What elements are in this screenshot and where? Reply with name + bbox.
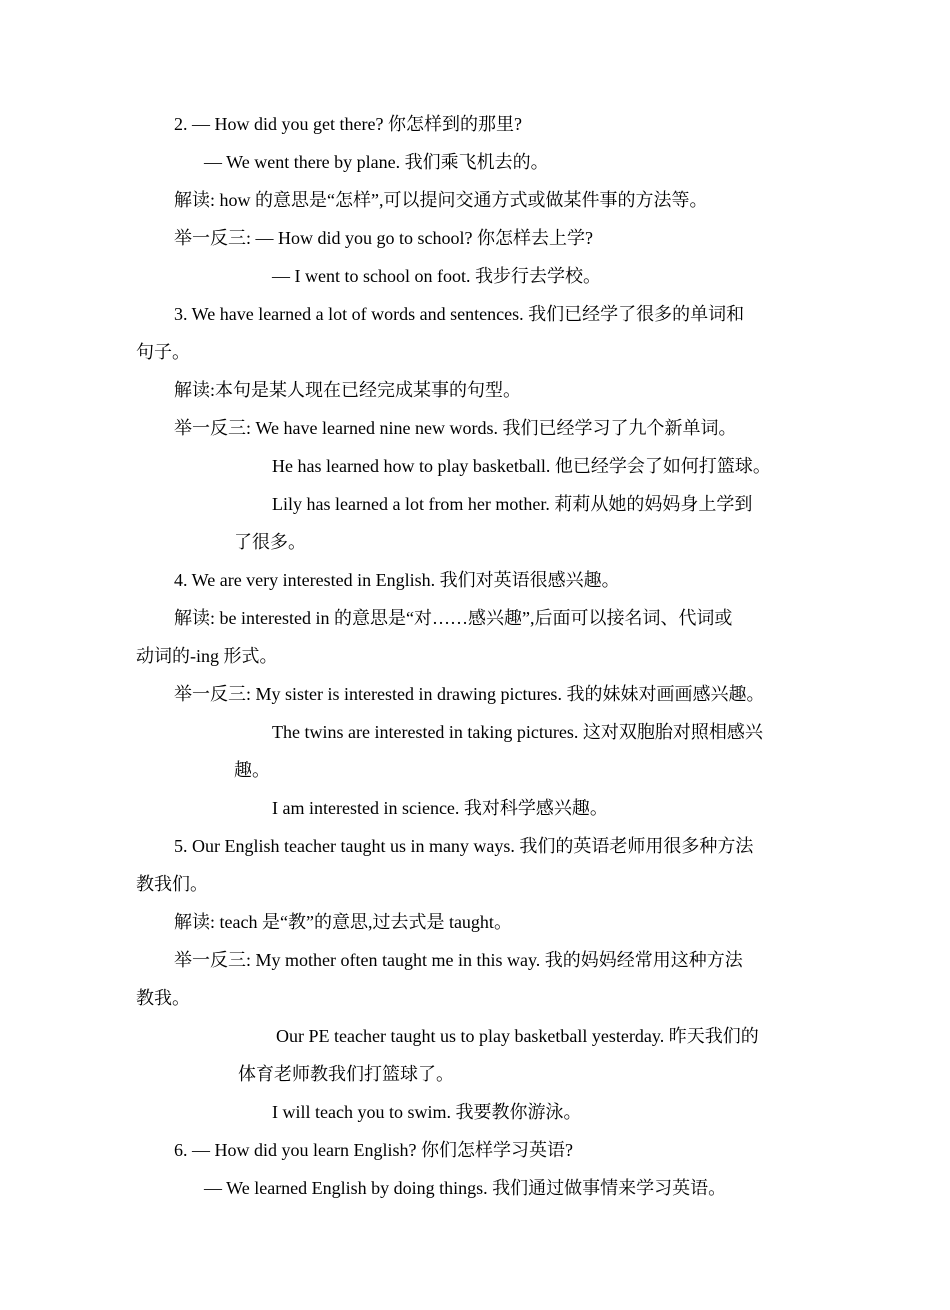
example-3-practice-2: He has learned how to play basketball. 他已经学会了如何打篮球。: [272, 456, 771, 476]
example-2-explanation: 解读: how 的意思是“怎样”,可以提问交通方式或做某件事的方法等。: [174, 190, 708, 210]
example-5-explanation: 解读: teach 是“教”的意思,过去式是 taught。: [174, 912, 512, 932]
example-5-practice-1-cont: 教我。: [136, 988, 190, 1008]
example-3-practice-1: 举一反三: We have learned nine new words. 我们已经学习了九个新单词。: [174, 418, 737, 438]
example-3-practice-3: Lily has learned a lot from her mother. 莉莉从她的妈妈身上学到: [272, 494, 753, 514]
example-4-practice-2: The twins are interested in taking pictures. 这对双胞胎对照相感兴: [272, 722, 763, 742]
example-4-explanation-cont: 动词的-ing 形式。: [136, 646, 278, 666]
example-6-question: 6. — How did you learn English? 你们怎样学习英语?: [174, 1140, 573, 1160]
example-2-practice-question: 举一反三: — How did you go to school? 你怎样去上学?: [174, 228, 593, 248]
example-5-practice-3: I will teach you to swim. 我要教你游泳。: [272, 1102, 582, 1122]
example-3-practice-3-cont: 了很多。: [234, 532, 306, 552]
example-2-question: 2. — How did you get there? 你怎样到的那里?: [174, 114, 522, 134]
example-2-practice-answer: — I went to school on foot. 我步行去学校。: [272, 266, 601, 286]
example-4-explanation: 解读: be interested in 的意思是“对……感兴趣”,后面可以接名词、代词或: [174, 608, 733, 628]
example-3-sentence-cont: 句子。: [136, 342, 190, 362]
example-6-answer: — We learned English by doing things. 我们通过做事情来学习英语。: [204, 1178, 727, 1198]
example-3-explanation: 解读:本句是某人现在已经完成某事的句型。: [174, 380, 521, 400]
example-5-sentence: 5. Our English teacher taught us in many ways. 我们的英语老师用很多种方法: [174, 836, 754, 856]
example-5-sentence-cont: 教我们。: [136, 874, 208, 894]
example-5-practice-2-cont: 体育老师教我们打篮球了。: [238, 1064, 454, 1084]
example-5-practice-1: 举一反三: My mother often taught me in this way. 我的妈妈经常用这种方法: [174, 950, 743, 970]
example-4-practice-1: 举一反三: My sister is interested in drawing pictures. 我的妹妹对画画感兴趣。: [174, 684, 765, 704]
example-4-practice-2-cont: 趣。: [234, 760, 270, 780]
example-3-sentence: 3. We have learned a lot of words and sentences. 我们已经学了很多的单词和: [174, 304, 745, 324]
example-4-sentence: 4. We are very interested in English. 我们对英语很感兴趣。: [174, 570, 620, 590]
example-2-answer: — We went there by plane. 我们乘飞机去的。: [204, 152, 549, 172]
example-4-practice-3: I am interested in science. 我对科学感兴趣。: [272, 798, 608, 818]
example-5-practice-2: Our PE teacher taught us to play basketball yesterday. 昨天我们的: [276, 1026, 759, 1046]
